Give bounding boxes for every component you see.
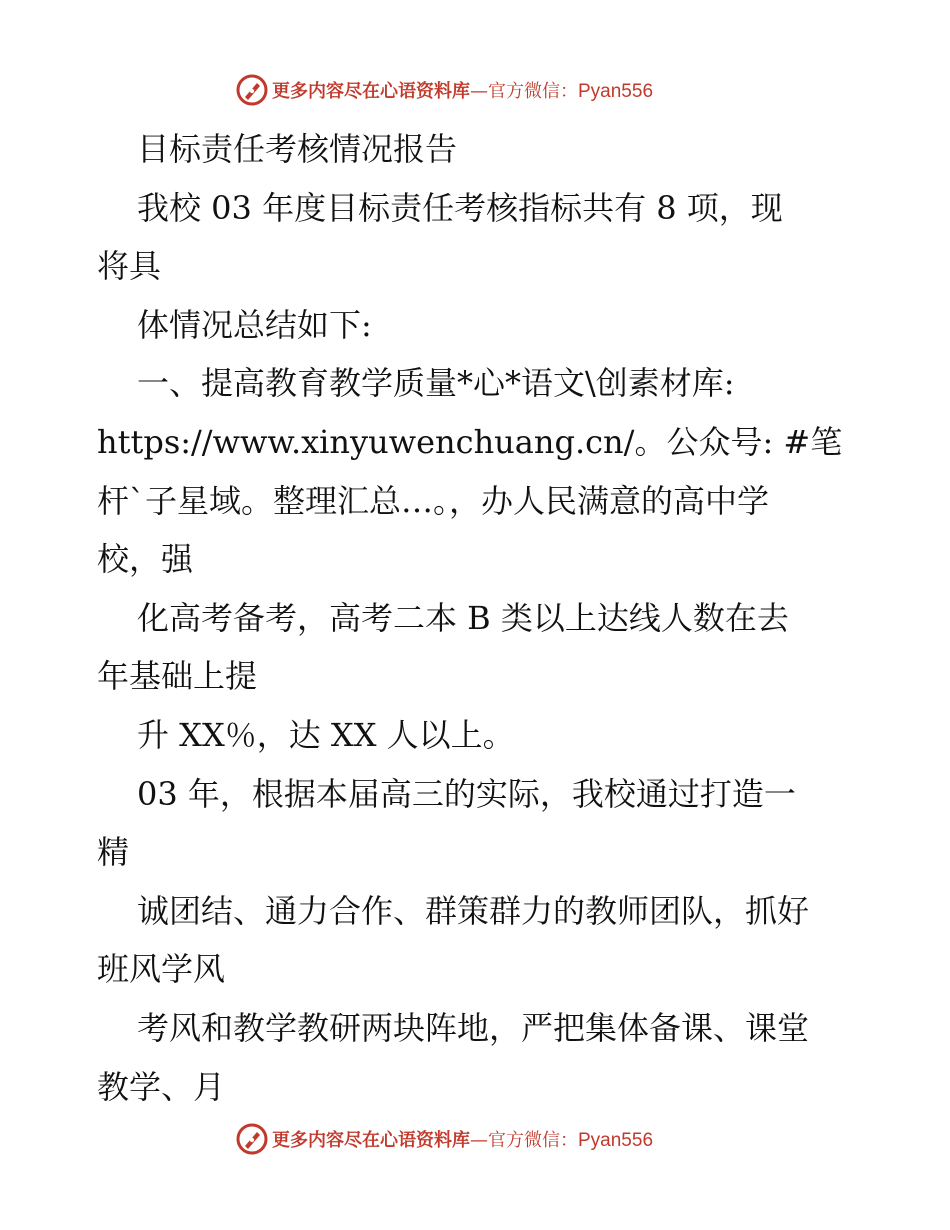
document-line: 升 XX％，达 XX 人以上。 (137, 715, 515, 754)
document-line: 诚团结、通力合作、群策群力的教师团队，抓好 (137, 891, 810, 930)
watermark-separator: — (470, 81, 488, 102)
watermark-banner-top (236, 72, 756, 108)
document-line: 教学、月 (97, 1067, 226, 1106)
watermark-brand: 更多内容尽在心语资料库 (272, 81, 470, 102)
document-body (97, 120, 897, 1116)
document-line: 年基础上提 (97, 657, 258, 696)
pen-logo-icon (236, 74, 268, 106)
document-line: 化高考备考，高考二本 B 类以上达线人数在去 (137, 598, 789, 637)
document-line: 03 年，根据本届高三的实际，我校通过打造一 (137, 774, 796, 813)
watermark-official-label: 官方微信： (488, 1130, 578, 1151)
document-line: 班风学风 (97, 950, 226, 989)
document-line: 一、提高教育教学质量*心*语文\创素材库: (137, 364, 735, 403)
document-line: 杆`子星域。整理汇总…。，办人民满意的高中学 (97, 481, 770, 520)
watermark-banner-bottom (236, 1121, 756, 1157)
document-line: 精 (97, 833, 130, 872)
document-line: 我校 03 年度目标责任考核指标共有 8 项，现 (137, 188, 783, 227)
document-line: 校，强 (97, 540, 194, 579)
document-line: 考风和教学教研两块阵地，严把集体备课、课堂 (137, 1008, 810, 1047)
watermark-handle: Pyan556 (578, 1130, 654, 1151)
watermark-handle: Pyan556 (578, 81, 654, 102)
document-line: 体情况总结如下: (137, 305, 372, 344)
pen-logo-icon (236, 1123, 268, 1155)
document-line: https://www.xinyuwenchuang.cn/。公众号: #笔 (97, 422, 843, 461)
document-line: 目标责任考核情况报告 (137, 130, 458, 168)
watermark-official-label: 官方微信： (488, 81, 578, 102)
watermark-brand: 更多内容尽在心语资料库 (272, 1130, 470, 1151)
document-line: 将具 (97, 247, 162, 286)
watermark-text (272, 77, 653, 103)
watermark-separator: — (470, 1130, 488, 1151)
watermark-text (272, 1126, 653, 1152)
